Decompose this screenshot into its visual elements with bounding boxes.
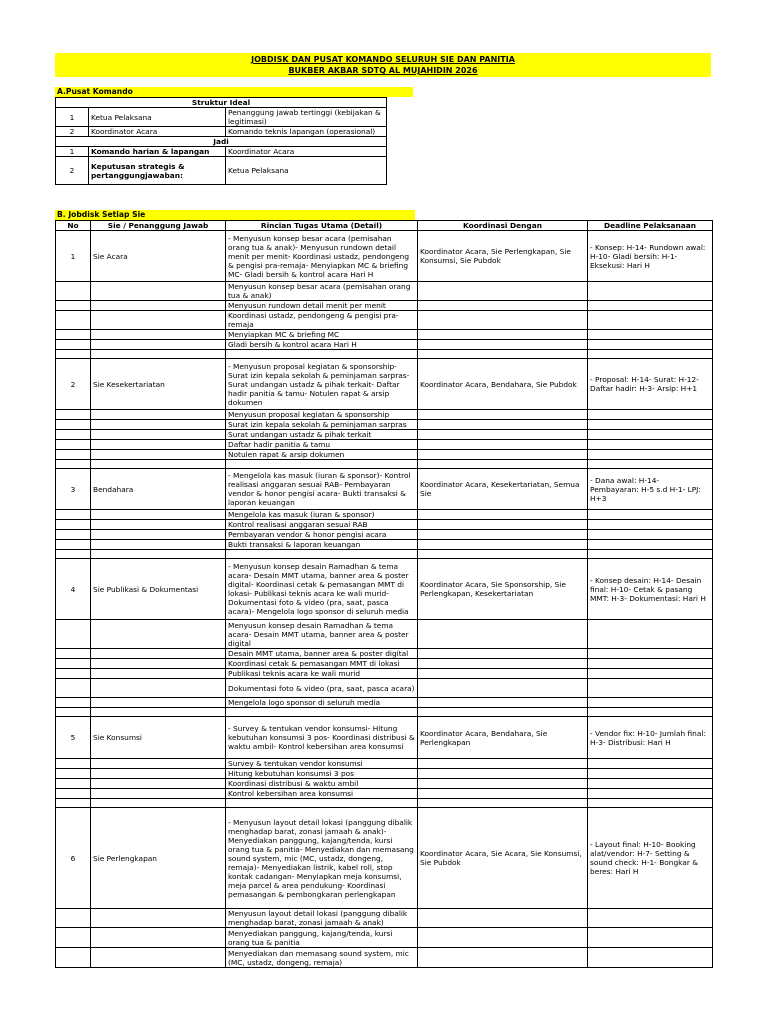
group-koordinasi: Koordinator Acara, Kesekertariatan, Semua Sie [418,469,588,510]
task-cell: Menyusun proposal kegiatan & sponsorship [226,410,418,420]
jadi-header: Jadi [56,137,387,147]
task-row [56,450,713,460]
task-row [56,410,713,420]
task-row [56,540,713,550]
header-deadline: Deadline Pelaksanaan [588,221,713,231]
table-row [56,808,713,909]
task-row [56,789,713,799]
group-sie: Sie Acara [91,231,226,282]
group-deadline: - Proposal: H-14- Surat: H-12- Daftar hadir: H-3- Arsip: H+1 [588,359,713,410]
task-row [56,340,713,350]
group-summary: - Menyusun konsep besar acara (pemisahan orang tua & anak)- Menyusun rundown detail menit per menit- Koordinasi ustadz, pendongeng & pengisi pra-remaja- Menyiapkan MC & briefing MC- Gladi bersih & kontrol acara Hari H [226,231,418,282]
row-desc: Koordinator Acara [226,147,387,157]
group-sie: Sie Perlengkapan [91,808,226,909]
task-cell: Notulen rapat & arsip dokumen [226,450,418,460]
row-no: 1 [56,147,89,157]
group-koordinasi: Koordinator Acara, Sie Sponsorship, Sie Perlengkapan, Kesekertariatan [418,559,588,620]
group-summary: - Survey & tentukan vendor konsumsi- Hitung kebutuhan konsumsi 3 pos- Koordinasi distribusi & waktu ambil- Kontrol kebersihan area konsumsi [226,717,418,759]
struktur-row [56,127,387,137]
task-cell: Hitung kebutuhan konsumsi 3 pos [226,769,418,779]
group-deadline: - Layout final: H-10- Booking alat/vendor: H-7- Setting & sound check: H-1- Bongkar & beres: Hari H [588,808,713,909]
task-row [56,659,713,669]
jadi-row [56,157,387,185]
group-summary: - Mengelola kas masuk (iuran & sponsor)- Kontrol realisasi anggaran sesuai RAB- Pembayaran vendor & honor pengisi acara- Bukti transaksi & laporan keuangan [226,469,418,510]
task-cell: Desain MMT utama, banner area & poster digital [226,649,418,659]
group-sie: Sie Publikasi & Dokumentasi [91,559,226,620]
task-row [56,330,713,340]
task-row [56,282,713,301]
row-desc: Komando teknis lapangan (operasional) [226,127,387,137]
row-no: 2 [56,157,89,185]
task-row [56,420,713,430]
pusat-komando-table [55,97,387,185]
task-cell: Surat undangan ustadz & pihak terkait [226,430,418,440]
task-cell: Menyusun layout detail lokasi (panggung dibalik menghadap barat, zonasi jamaah & anak) [226,909,418,928]
task-cell: Pembayaran vendor & honor pengisi acara [226,530,418,540]
task-cell: Surat izin kepala sekolah & peminjaman sarpras [226,420,418,430]
group-koordinasi: Koordinator Acara, Sie Perlengkapan, Sie Konsumsi, Sie Pubdok [418,231,588,282]
struktur-ideal-header: Struktur Ideal [56,98,387,108]
group-no: 2 [56,359,91,410]
group-sie: Bendahara [91,469,226,510]
task-row [56,620,713,649]
spacer-row [56,350,713,359]
row-role: Ketua Pelaksana [89,108,226,127]
header-no: No [56,221,91,231]
group-no: 5 [56,717,91,759]
task-row [56,679,713,698]
group-deadline: - Dana awal: H-14- Pembayaran: H-5 s.d H-1- LPJ: H+3 [588,469,713,510]
task-row [56,769,713,779]
jadi-row [56,147,387,157]
task-row [56,430,713,440]
section-b-label: B. Jobdisk Setiap Sie [55,210,415,220]
task-cell: Publikasi teknis acara ke wali murid [226,669,418,679]
task-row [56,698,713,708]
table-row [56,717,713,759]
task-cell: Mengelola kas masuk (iuran & sponsor) [226,510,418,520]
row-desc: Ketua Pelaksana [226,157,387,185]
task-row [56,510,713,520]
row-desc: Penanggung jawab tertinggi (kebijakan & legitimasi) [226,108,387,127]
group-no: 4 [56,559,91,620]
task-row [56,669,713,679]
task-cell: Menyusun konsep desain Ramadhan & tema acara- Desain MMT utama, banner area & poster digital [226,620,418,649]
struktur-row [56,108,387,127]
row-no: 2 [56,127,89,137]
header-sie: Sie / Penanggung Jawab [91,221,226,231]
group-koordinasi: Koordinator Acara, Sie Acara, Sie Konsumsi, Sie Pubdok [418,808,588,909]
task-row [56,928,713,948]
group-koordinasi: Koordinator Acara, Bendahara, Sie Perlengkapan [418,717,588,759]
group-no: 6 [56,808,91,909]
task-cell: Koordinasi cetak & pemasangan MMT di lokasi [226,659,418,669]
task-row [56,311,713,330]
group-koordinasi: Koordinator Acara, Bendahara, Sie Pubdok [418,359,588,410]
group-sie: Sie Konsumsi [91,717,226,759]
group-summary: - Menyusun layout detail lokasi (panggung dibalik menghadap barat, zonasi jamaah & anak)- Menyediakan panggung, kajang/tenda, kursi orang tua & panitia- Menyediakan dan memasang sound system, mic (MC, ustadz, dongeng, remaja)- Menyediakan listrik, kabel roll, stop kontak cadangan- Menyiapkan meja konsumsi, meja parcel & area pendukung- Koordinasi pemasangan & pembongkaran perlengkapan [226,808,418,909]
group-summary: - Menyusun proposal kegiatan & sponsorship- Surat izin kepala sekolah & peminjaman sarpras- Surat undangan ustadz & pihak terkait- Daftar hadir panitia & tamu- Notulen rapat & arsip dokumen [226,359,418,410]
document-title [55,53,711,77]
row-no: 1 [56,108,89,127]
task-cell: Daftar hadir panitia & tamu [226,440,418,450]
spacer-row [56,460,713,469]
task-row [56,440,713,450]
task-cell: Koordinasi distribusi & waktu ambil [226,779,418,789]
row-role: Keputusan strategis & pertanggungjawaban: [89,157,226,185]
group-summary: - Menyusun konsep desain Ramadhan & tema acara- Desain MMT utama, banner area & poster digital- Koordinasi cetak & pemasangan MMT di lokasi- Publikasi teknis acara ke wali murid- Dokumentasi foto & video (pra, saat, pasca acara)- Mengelola logo sponsor di seluruh media [226,559,418,620]
task-cell: Kontrol realisasi anggaran sesuai RAB [226,520,418,530]
task-cell: Menyiapkan MC & briefing MC [226,330,418,340]
task-row [56,530,713,540]
task-row [56,779,713,789]
title-line-1: JOBDISK DAN PUSAT KOMANDO SELURUH SIE DAN PANITIA [251,55,515,64]
task-row [56,520,713,530]
jobdisk-table [55,220,713,968]
table-row [56,469,713,510]
table-row [56,559,713,620]
header-koordinasi: Koordinasi Dengan [418,221,588,231]
row-role: Koordinator Acara [89,127,226,137]
group-no: 1 [56,231,91,282]
header-rincian: Rincian Tugas Utama (Detail) [226,221,418,231]
spacer-row [56,708,713,717]
table-header-row [56,221,713,231]
spacer-row [56,799,713,808]
section-a-label: A.Pusat Komando [55,87,413,97]
task-row [56,948,713,968]
table-row [56,359,713,410]
task-cell: Menyediakan dan memasang sound system, mic (MC, ustadz, dongeng, remaja) [226,948,418,968]
task-cell: Survey & tentukan vendor konsumsi [226,759,418,769]
task-cell: Koordinasi ustadz, pendongeng & pengisi pra-remaja [226,311,418,330]
group-sie: Sie Kesekertariatan [91,359,226,410]
group-no: 3 [56,469,91,510]
task-row [56,301,713,311]
group-deadline: - Konsep desain: H-14- Desain final: H-10- Cetak & pasang MMT: H-3- Dokumentasi: Hari H [588,559,713,620]
task-row [56,909,713,928]
task-cell: Gladi bersih & kontrol acara Hari H [226,340,418,350]
task-cell: Mengelola logo sponsor di seluruh media [226,698,418,708]
task-cell: Dokumentasi foto & video (pra, saat, pasca acara) [226,679,418,698]
task-cell: Kontrol kebersihan area konsumsi [226,789,418,799]
row-role: Komando harian & lapangan [89,147,226,157]
title-line-2: BUKBER AKBAR SDTQ AL MUJAHIDIN 2026 [288,66,478,75]
spacer-row [56,550,713,559]
task-row [56,759,713,769]
task-cell: Bukti transaksi & laporan keuangan [226,540,418,550]
group-deadline: - Vendor fix: H-10- Jumlah final: H-3- Distribusi: Hari H [588,717,713,759]
task-cell: Menyusun konsep besar acara (pemisahan orang tua & anak) [226,282,418,301]
table-row [56,231,713,282]
task-cell: Menyusun rundown detail menit per menit [226,301,418,311]
task-row [56,649,713,659]
group-deadline: - Konsep: H-14- Rundown awal: H-10- Gladi bersih: H-1- Eksekusi: Hari H [588,231,713,282]
task-cell: Menyediakan panggung, kajang/tenda, kursi orang tua & panitia [226,928,418,948]
